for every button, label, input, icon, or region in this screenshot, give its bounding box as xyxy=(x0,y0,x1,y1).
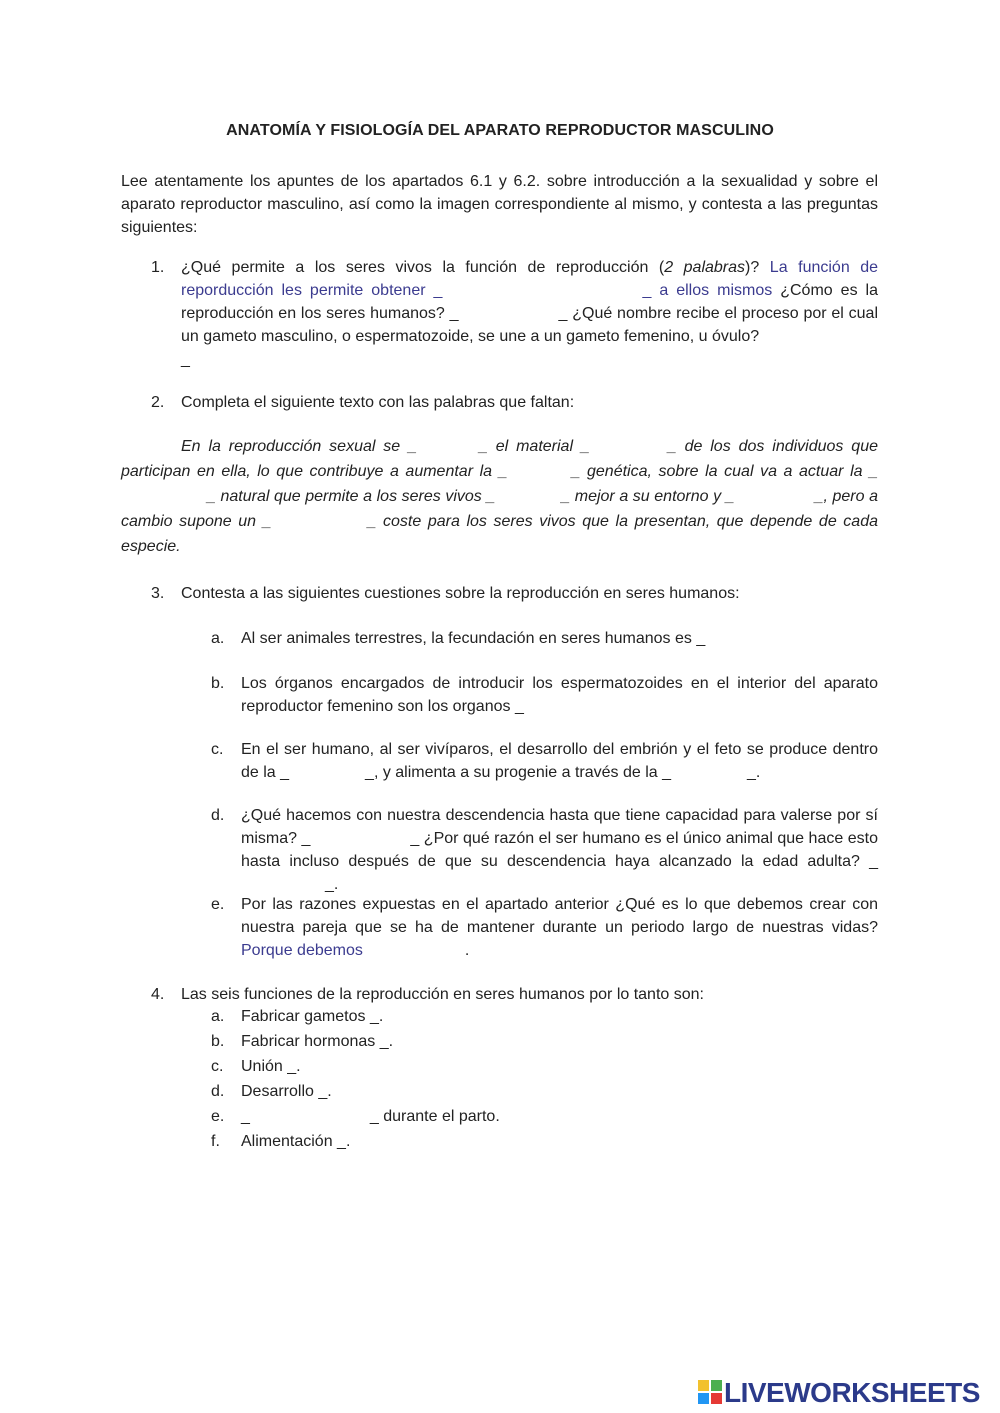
page-title: ANATOMÍA Y FISIOLOGÍA DEL APARATO REPRODUCTOR MASCULINO xyxy=(226,122,774,139)
list-text[interactable]: Fabricar gametos _. xyxy=(241,1008,384,1025)
list-letter: d. xyxy=(211,1083,225,1100)
list-text: _ durante el parto. xyxy=(369,1108,500,1125)
list-text[interactable]: Unión _. xyxy=(241,1058,301,1075)
functions-list xyxy=(211,1005,878,1155)
question-text: Contesta a las siguientes cuestiones sobre la reproducción en seres humanos: xyxy=(181,585,740,602)
q2-text-2: _ el material _ xyxy=(478,438,590,455)
q1-blank-1[interactable]: _ xyxy=(425,282,443,299)
list-letter: b. xyxy=(211,1033,225,1050)
sub-question-a xyxy=(211,627,878,650)
liveworksheets-logo-icon xyxy=(698,1380,722,1404)
q2-text-7: _, pero a cambio supone un _ xyxy=(121,488,879,530)
q1-blank-4[interactable]: _ xyxy=(181,351,190,368)
question-number: 4. xyxy=(151,986,165,1003)
list-letter: e. xyxy=(211,1108,225,1125)
question-2 xyxy=(121,391,878,414)
q3d-text-3: _. xyxy=(325,876,339,893)
q2-text-6: _ mejor a su entorno y _ xyxy=(561,488,735,505)
q1-text-a: ¿Qué permite a los seres vivos la función de reproducción ( xyxy=(181,259,665,276)
sub-question-b xyxy=(211,672,878,718)
list-item xyxy=(211,1080,878,1105)
list-letter: f. xyxy=(211,1133,220,1150)
question-number: 3. xyxy=(151,585,165,602)
q1-answer-suffix: a ellos mismos xyxy=(651,282,773,299)
q3c-text-1: En el ser humano, al ser vivíparos, el desarrollo del embrión y el feto se produce dentro de la _ xyxy=(241,741,878,781)
list-text[interactable]: Desarrollo _. xyxy=(241,1083,332,1100)
fill-in-paragraph xyxy=(121,434,878,559)
logo-text: LIVEWORKSHEETS xyxy=(724,1377,980,1408)
q1-text-d: _ ¿Qué nombre recibe el proceso por el cual un gameto masculino, o espermatozoide, se une a un gameto femenino, u óvulo? xyxy=(181,305,878,345)
q2-text-1: En la reproducción sexual se _ xyxy=(181,438,417,455)
q1-blank-2[interactable]: _ xyxy=(642,282,652,299)
list-item xyxy=(211,1130,878,1155)
list-item xyxy=(211,1005,878,1030)
question-text xyxy=(181,256,878,371)
sub-letter: e. xyxy=(211,896,225,913)
q3c-text-3: _. xyxy=(747,764,761,781)
q3a-text: Al ser animales terrestres, la fecundación en seres humanos es _ xyxy=(241,630,706,647)
question-text: Completa el siguiente texto con las palabras que faltan: xyxy=(181,394,575,411)
question-number: 2. xyxy=(151,394,165,411)
q2-text-8: _ coste para los seres vivos que la presentan, que depende de cada especie. xyxy=(121,513,878,555)
sub-letter: b. xyxy=(211,675,225,692)
q1-italic: 2 palabras xyxy=(664,259,746,276)
list-item xyxy=(211,1030,878,1055)
q1-answer-prefix: La función de reporducción les permite obtener xyxy=(181,259,879,299)
list-text[interactable]: Alimentación _. xyxy=(241,1133,351,1150)
q2-text-3: _ de los dos individuos que participan en ella, lo que contribuye a aumentar la _ xyxy=(121,438,879,480)
list-item xyxy=(211,1055,878,1080)
q2-text-5: _ natural que permite a los seres vivos _ xyxy=(207,488,496,505)
sub-question-c xyxy=(211,738,878,784)
question-4 xyxy=(121,983,878,1006)
q2-text-4: _ genética, sobre la cual va a actuar la _ xyxy=(571,463,879,480)
liveworksheets-logo xyxy=(698,1376,998,1410)
q3b-text: Los órganos encargados de introducir los espermatozoides en el interior del aparato reproductor femenino son los organos _ xyxy=(241,675,878,715)
sub-letter: a. xyxy=(211,630,225,647)
question-1 xyxy=(121,256,878,371)
question-text: Las seis funciones de la reproducción en seres humanos por lo tanto son: xyxy=(181,986,704,1003)
list-text[interactable]: Fabricar hormonas _. xyxy=(241,1033,394,1050)
question-number: 1. xyxy=(151,259,165,276)
q3e-text: Por las razones expuestas en el apartado anterior ¿Qué es lo que debemos crear con nuestra pareja que se ha de mantener durante un periodo largo de nuestras vidas? xyxy=(241,896,878,936)
intro-paragraph: Lee atentamente los apuntes de los apartados 6.1 y 6.2. sobre introducción a la sexualidad y sobre el aparato reproductor masculino, así como la imagen correspondiente al mismo, y contesta a las preguntas siguientes: xyxy=(121,173,878,236)
sub-letter: c. xyxy=(211,741,224,758)
q3e-answer-prefix: Porque debemos xyxy=(241,942,363,959)
q3d-text-1: ¿Qué hacemos con nuestra descendencia hasta que tiene capacidad para valerse por sí misma? _ xyxy=(241,807,878,847)
sub-question-d xyxy=(211,804,878,896)
q3d-text-2: _ ¿Por qué razón el ser humano es el único animal que hace esto hasta incluso después de que su descendencia haya alcanzado la edad adulta? _ xyxy=(241,830,878,870)
question-3 xyxy=(121,582,878,605)
list-item xyxy=(211,1105,878,1130)
sub-letter: d. xyxy=(211,807,225,824)
sub-question-e xyxy=(211,893,878,962)
q3e-end: . xyxy=(464,942,470,959)
q1-text-c: ¿Cómo es la reproducción en los seres humanos? _ xyxy=(181,282,879,322)
list-letter: c. xyxy=(211,1058,224,1075)
list-letter: a. xyxy=(211,1008,225,1025)
list-text[interactable]: _ xyxy=(241,1108,250,1125)
q3c-text-2: _, y alimenta a su progenie a través de la _ xyxy=(365,764,672,781)
q1-text-b: )? xyxy=(745,259,770,276)
